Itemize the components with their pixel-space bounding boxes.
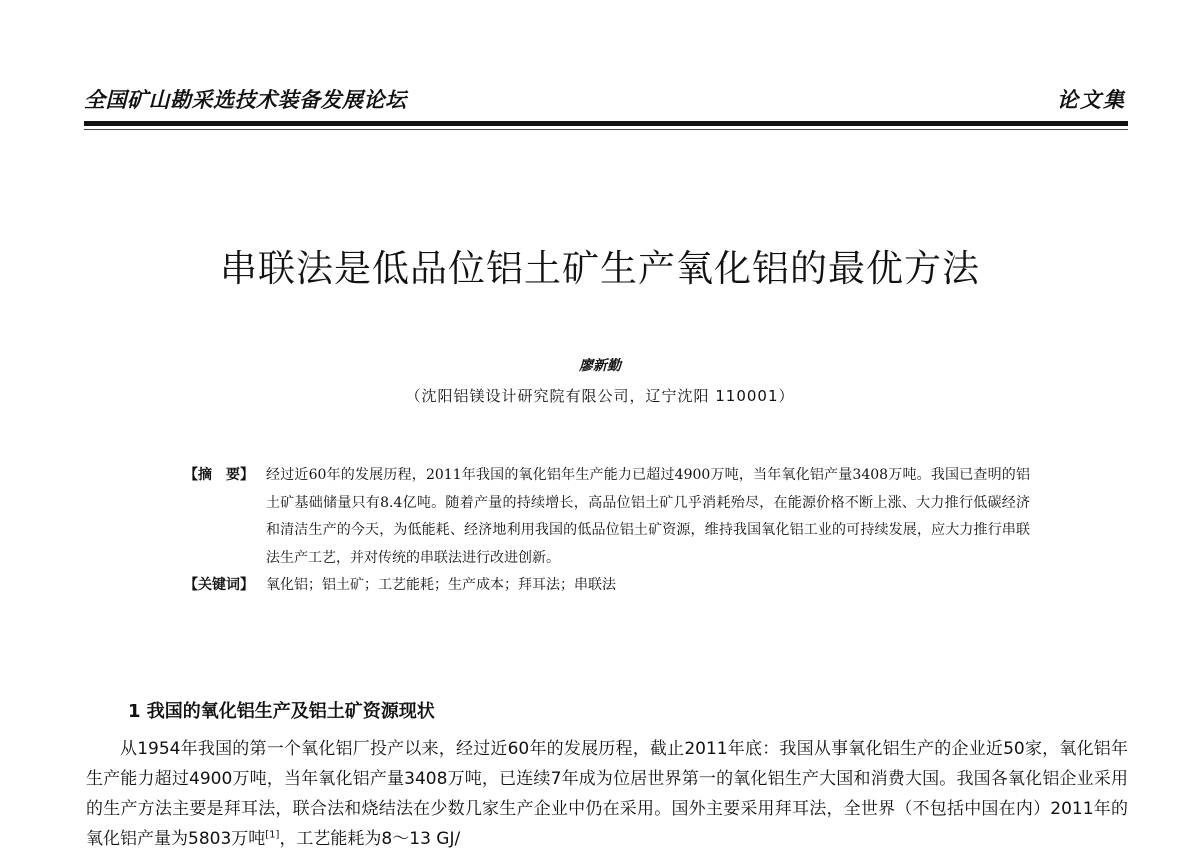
body-paragraph [86, 734, 1128, 854]
author-name: 廖新勤 [579, 358, 621, 374]
header-rule-thin [84, 129, 1128, 130]
author-affiliation: （沈阳铝镁设计研究院有限公司，辽宁沈阳 110001） [405, 387, 795, 405]
collection-title: 论文集 [1057, 88, 1126, 112]
citation-ref[interactable]: [1] [265, 829, 280, 841]
abstract-label: 【摘 要】 [184, 467, 254, 483]
running-header [84, 74, 1128, 130]
abstract-row [184, 462, 1030, 572]
keywords-row [184, 572, 1030, 600]
abstract-text: 经过近60年的发展历程，2011年我国的氧化铝年生产能力已超过4900万吨，当年氧化铝产量3408万吨。我国已查明的铝土矿基础储量只有8.4亿吨。随着产量的持续增长，高品位铝土矿几乎消耗殆尽，在能源价格不断上涨、大力推行低碳经济和清洁生产的今天，为低能耗、经济地利用我国的低品位铝土矿资源，维持我国氧化铝工业的可持续发展，应大力推行串联法生产工艺，并对传统的串联法进行改进创新。 [266, 467, 1030, 566]
body-paragraph-tail: ，工艺能耗为8～13 GJ/ [279, 829, 461, 849]
header-rule-thick [84, 121, 1128, 126]
keywords-label: 【关键词】 [184, 577, 254, 593]
paper-title: 串联法是低品位铝土矿生产氧化铝的最优方法 [220, 247, 980, 290]
body-paragraph-text: 从1954年我国的第一个氧化铝厂投产以来，经过近60年的发展历程，截止2011年底：我国从事氧化铝生产的企业近50家，氧化铝年生产能力超过4900万吨，当年氧化铝产量3408万吨，已连续7年成为位居世界第一的氧化铝生产大国和消费大国。我国各氧化铝企业采用的生产方法主要是拜耳法，联合法和烧结法在少数几家生产企业中仍在采用。国外主要采用拜耳法，全世界（不包括中国在内）2011年的氧化铝产量为5803万吨 [86, 739, 1128, 849]
section-heading: 1 我国的氧化铝生产及铝土矿资源现状 [128, 701, 435, 722]
forum-title: 全国矿山勘采选技术装备发展论坛 [84, 88, 407, 112]
keywords-text: 氧化铝；铝土矿；工艺能耗；生产成本；拜耳法；串联法 [266, 577, 616, 593]
abstract-block [184, 462, 1030, 600]
